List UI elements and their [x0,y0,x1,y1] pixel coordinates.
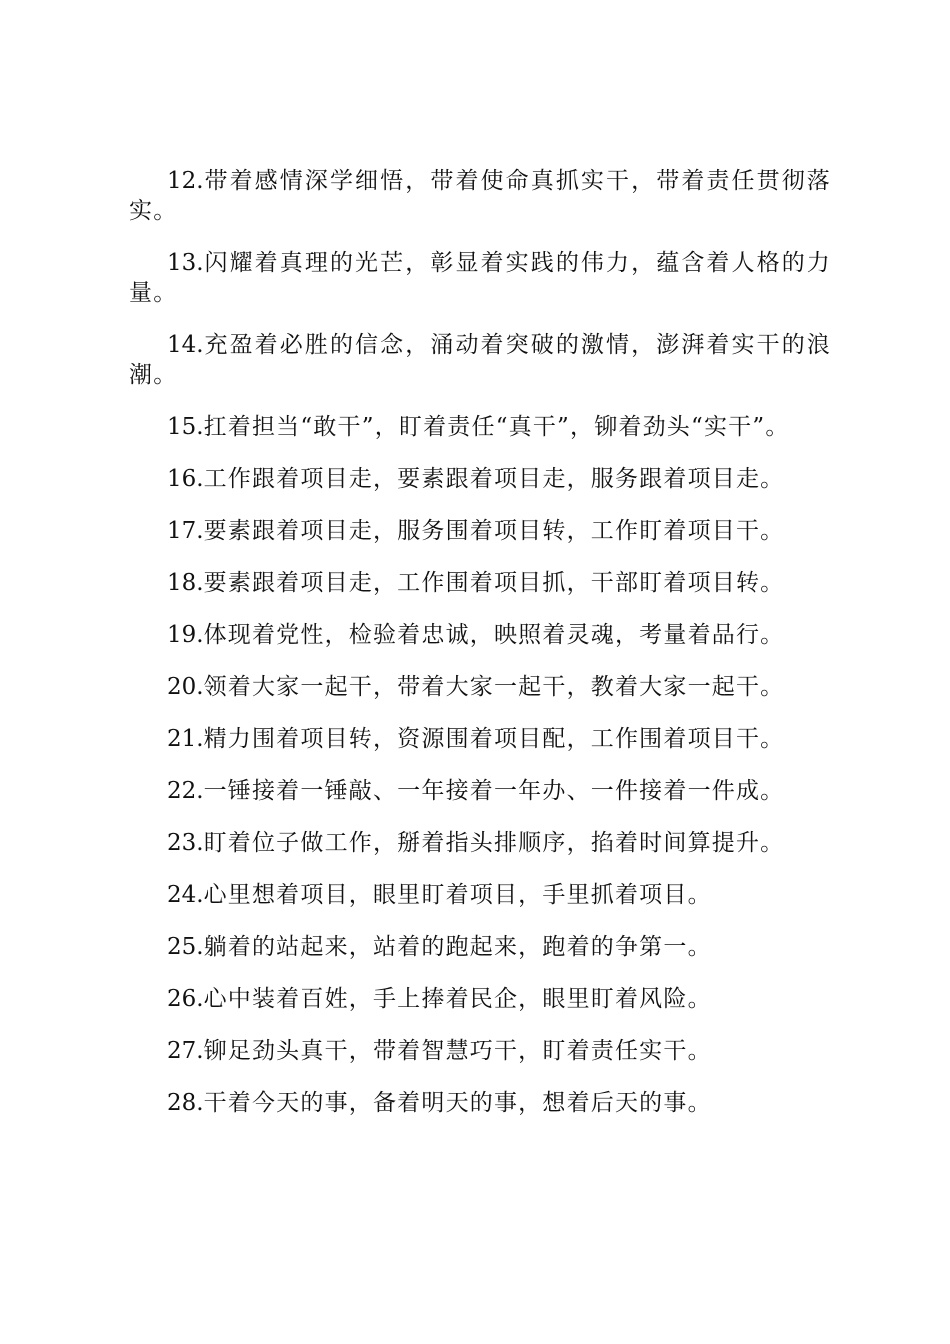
list-item [129,1036,831,1066]
item-text: 一锤接着一锤敲、一年接着一年办、一件接着一件成。 [203,778,785,804]
list-item [129,984,831,1014]
item-number: 19. [167,622,204,648]
item-text: 精力围着项目转，资源围着项目配，工作围着项目干。 [203,726,785,752]
list-item [129,1088,831,1118]
list-item [129,880,831,910]
item-number: 15. [167,414,204,440]
list-item [129,412,831,442]
item-number: 24. [167,882,204,908]
list-item [129,776,831,806]
item-text: 铆足劲头真干，带着智慧巧干，盯着责任实干。 [203,1038,712,1064]
item-number: 28. [167,1090,204,1116]
list-item [129,620,831,650]
list-item [129,672,831,702]
item-text: 躺着的站起来，站着的跑起来，跑着的争第一。 [203,934,712,960]
item-number: 22. [167,778,204,804]
item-text: 充盈着必胜的信念，涌动着突破的激情，澎湃着实干的浪潮。 [129,332,831,388]
list-item [129,464,831,494]
item-text: 领着大家一起干，带着大家一起干，教着大家一起干。 [203,674,785,700]
item-number: 23. [167,830,204,856]
item-number: 25. [167,934,204,960]
list-item [129,166,831,226]
item-number: 12. [167,168,204,194]
item-text: 盯着位子做工作，掰着指头排顺序，掐着时间算提升。 [203,830,785,856]
item-text: 干着今天的事，备着明天的事，想着后天的事。 [203,1090,712,1116]
item-number: 27. [167,1038,204,1064]
item-text: 体现着党性，检验着忠诚，映照着灵魂，考量着品行。 [203,622,785,648]
item-text: 闪耀着真理的光芒，彰显着实践的伟力，蕴含着人格的力量。 [129,250,831,306]
list-item [129,932,831,962]
item-text: 心里想着项目，眼里盯着项目，手里抓着项目。 [203,882,712,908]
item-number: 20. [167,674,204,700]
document-page [129,166,831,1140]
list-item [129,828,831,858]
item-number: 26. [167,986,204,1012]
item-number: 13. [167,250,204,276]
list-item [129,516,831,546]
item-text: 工作跟着项目走，要素跟着项目走，服务跟着项目走。 [203,466,785,492]
list-item [129,330,831,390]
item-number: 18. [167,570,204,596]
list-item [129,724,831,754]
item-number: 17. [167,518,204,544]
item-number: 14. [167,332,204,358]
item-text: 要素跟着项目走，工作围着项目抓，干部盯着项目转。 [203,570,785,596]
item-text: 带着感情深学细悟，带着使命真抓实干，带着责任贯彻落实。 [129,168,831,224]
item-number: 21. [167,726,204,752]
list-item [129,568,831,598]
item-number: 16. [167,466,204,492]
item-text: 扛着担当“敢干”，盯着责任“真干”，铆着劲头“实干”。 [203,414,790,440]
item-text: 心中装着百姓，手上捧着民企，眼里盯着风险。 [203,986,712,1012]
item-text: 要素跟着项目走，服务围着项目转，工作盯着项目干。 [203,518,785,544]
list-item [129,248,831,308]
